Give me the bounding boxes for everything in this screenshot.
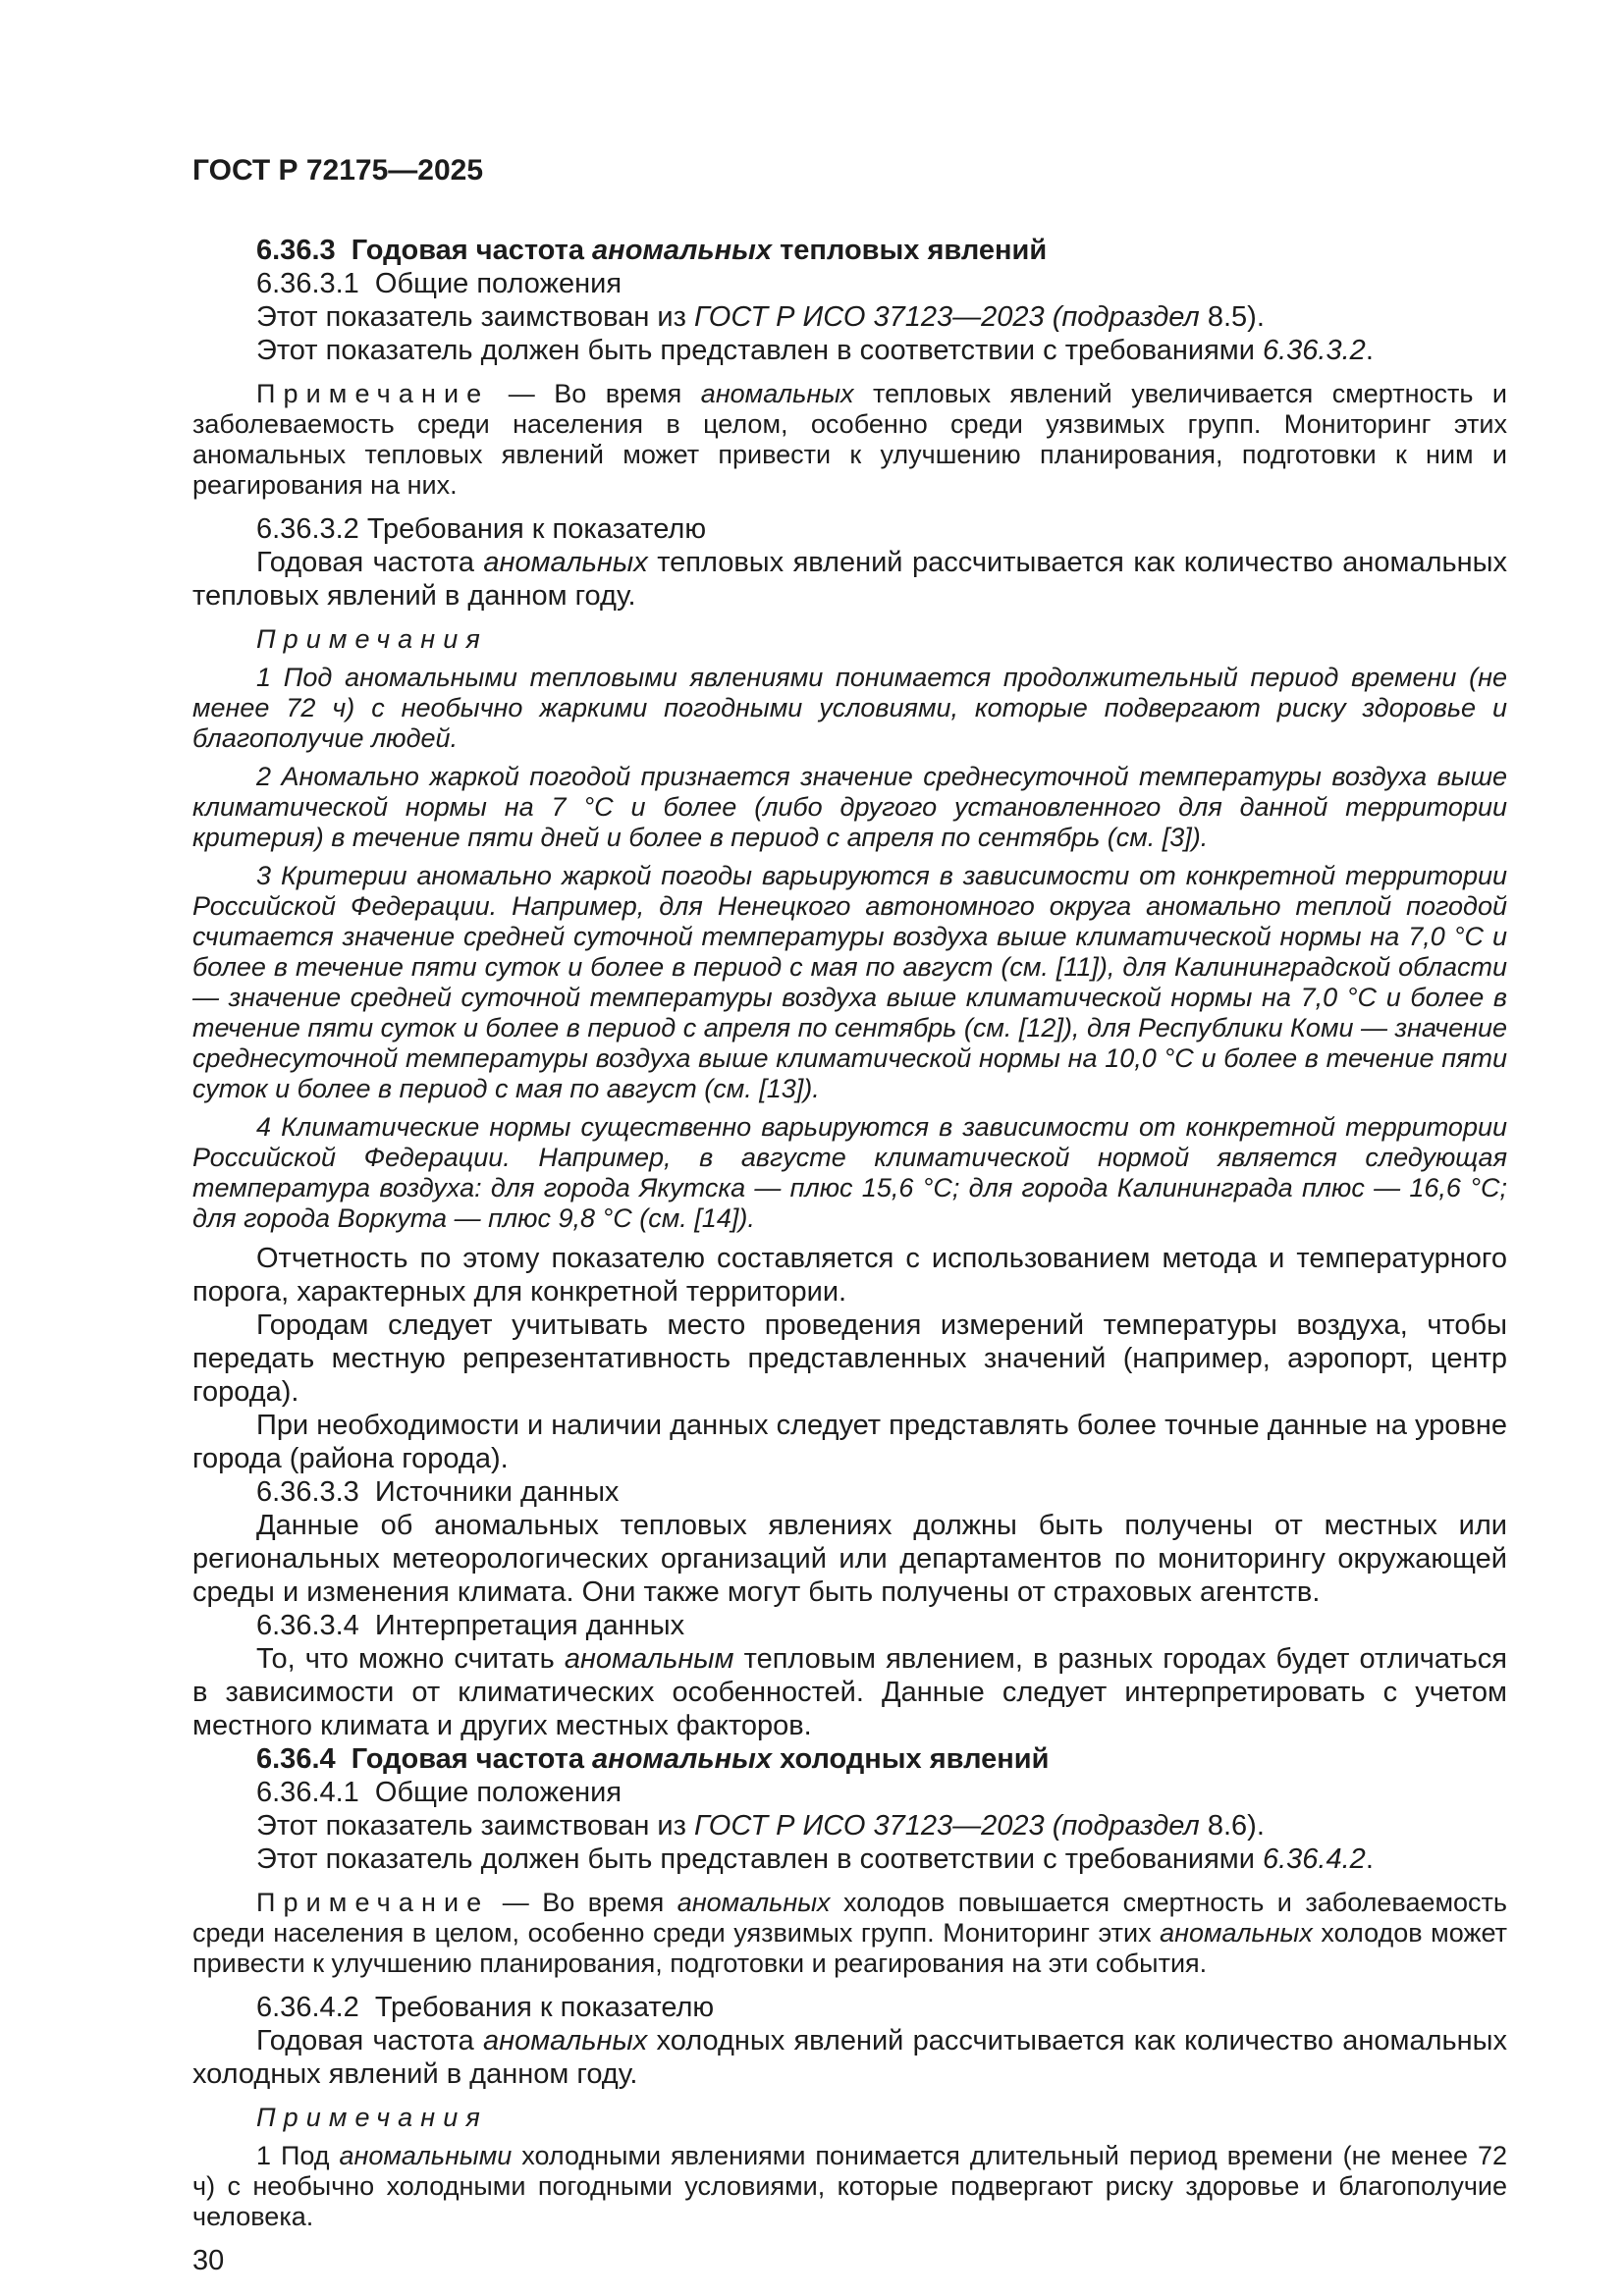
subheading-6-36-3-1: 6.36.3.1 Общие положения <box>256 268 623 299</box>
subheading-6-36-3-2: 6.36.3.2 Требования к показателю <box>256 513 707 545</box>
paragraph-data-interpretation-heat <box>192 1642 1507 1742</box>
paragraph-city-level-data: При необходимости и наличии данных следует представлять более точные данные на уровне города (района города). <box>192 1410 1507 1474</box>
note-cold-events <box>192 1888 1507 1979</box>
paragraph-measurement-location: Городам следует учитывать место проведения измерений температуры воздуха, чтобы передать местную репрезентативность представленных значений (например, аэропорт, центр города). <box>192 1309 1507 1408</box>
subheading-6-36-4-1: 6.36.4.1 Общие положения <box>256 1777 623 1808</box>
paragraph-requirement-ref-6-36-4-2 <box>192 1842 1507 1876</box>
note-item-4-heat: 4 Климатические нормы существенно варьируются в зависимости от конкретной территории Российской Федерации. Например, в августе климатической нормой является следующая температура воздуха: для города Якутска — плюс 15,6 °С; для города Калининграда плюс — 16,6 °С; для города Воркута — плюс 9,8 °С (см. [14]). <box>192 1112 1507 1233</box>
section-heading-6-36-3 <box>192 234 1507 267</box>
note-label: Примечание <box>256 379 490 408</box>
text-run: аномальных <box>1160 1918 1313 1948</box>
paragraph-heat-frequency-definition <box>192 546 1507 613</box>
text-run: 6.36.3.2 <box>1262 335 1366 366</box>
subheading-6-36-4-2: 6.36.4.2 Требования к показателю <box>256 1992 715 2023</box>
note-label: Примечание <box>256 1888 490 1917</box>
text-run: Годовая частота <box>256 2025 483 2056</box>
text-run: 1 Под <box>256 2141 340 2170</box>
text-run: аномальных <box>483 547 648 578</box>
text-run: тепловых явлений увеличивается смертность и заболеваемость среди населения в целом, особенно среди уязвимых групп. Мониторинг этих аномальных тепловых явлений может привести к улучшению планирования, подготовки к ним и реагирования на них. <box>192 379 1507 500</box>
text-run: 6.36.4 Годовая частота <box>256 1743 593 1775</box>
paragraph-requirement-ref-6-36-3-2 <box>192 334 1507 367</box>
notes-label: Примечания <box>256 2103 488 2132</box>
text-run: То, что можно считать <box>256 1643 565 1675</box>
text-run: ГОСТ Р ИСО 37123—2023 (подраздел <box>693 1810 1200 1842</box>
note-item-1-cold <box>192 2141 1507 2232</box>
text-run: 8.6). <box>1199 1810 1265 1842</box>
text-run: Этот показатель должен быть представлен в соответствии с требованиями <box>256 1843 1263 1875</box>
doc-content <box>192 234 1507 2232</box>
text-run: холодных явлений <box>772 1743 1050 1775</box>
text-run: аномальными <box>339 2141 513 2170</box>
paragraph-source-8-5 <box>192 300 1507 334</box>
text-run: тепловых явлений рассчитывается как количество аномальных тепловых явлений в данном году. <box>192 547 1507 612</box>
text-run: аномальных <box>482 2025 648 2056</box>
text-run: — Во время <box>489 1888 677 1917</box>
note-item-1-heat: 1 Под аномальными тепловыми явлениями понимается продолжительный период времени (не менее 72 ч) с необычно жаркими погодными условиями, которые подвергают риску здоровье и благополучие людей. <box>192 663 1507 753</box>
notes-label: Примечания <box>256 624 488 654</box>
paragraph-cold-frequency-definition <box>192 2024 1507 2091</box>
note-item-3-heat: 3 Критерии аномально жаркой погоды варьируются в зависимости от конкретной территории Российской Федерации. Например, для Ненецкого автономного округа аномально теплой погодой считается значение средней суточной температуры воздуха выше климатической нормы на 7,0 °С и более в течение пяти суток и более в период с мая по август (см. [11]), для Калининградской области — значение средней суточной температуры воздуха выше климатической нормы на 7,0 °С и более в течение пяти суток и более в период с апреля по сентябрь (см. [12]), для Республики Коми — значение среднесуточной температуры воздуха выше климатической нормы на 10,0 °С и более в течение пяти суток и более в период с мая по август (см. [13]). <box>192 861 1507 1103</box>
section-heading-6-36-4 <box>192 1742 1507 1776</box>
text-run: 6.36.3 Годовая частота <box>256 235 593 266</box>
text-run: холодов повышается смертность и заболеваемость среди населения в целом, особенно среди уязвимых групп. Мониторинг этих <box>192 1888 1507 1948</box>
text-run: . <box>1365 335 1374 366</box>
text-run: аномальным <box>564 1643 734 1675</box>
text-run: — Во время <box>489 379 701 408</box>
text-run: 6.36.4.2 <box>1262 1843 1366 1875</box>
text-run: тепловым явлением, в разных городах будет отличаться в зависимости от климатических особенностей. Данные следует интерпретировать с учетом местного климата и других местных факторов. <box>192 1643 1507 1741</box>
text-run: Этот показатель заимствован из <box>256 1810 694 1842</box>
doc-code-header: ГОСТ Р 72175—2025 <box>192 154 484 187</box>
text-run: Этот показатель должен быть представлен в соответствии с требованиями <box>256 335 1263 366</box>
text-run: Годовая частота <box>256 547 484 578</box>
text-run: ГОСТ Р ИСО 37123—2023 (подраздел <box>693 301 1200 333</box>
text-run: холодных явлений рассчитывается как количество аномальных холодных явлений в данном году. <box>192 2025 1507 2090</box>
page-number: 30 <box>192 2245 225 2276</box>
paragraph-source-8-6 <box>192 1809 1507 1842</box>
subheading-6-36-3-3: 6.36.3.3 Источники данных <box>256 1476 620 1508</box>
text-run: аномальных <box>700 379 854 408</box>
text-run: холодов может привести к улучшению планирования, подготовки и реагирования на эти события. <box>192 1918 1507 1978</box>
paragraph-data-sources-heat: Данные об аномальных тепловых явлениях должны быть получены от местных или региональных метеорологических организаций или департаментов по мониторингу окружающей среды и изменения климата. Они также могут быть получены от страховых агентств. <box>192 1510 1507 1608</box>
note-item-2-heat: 2 Аномально жаркой погодой признается значение среднесуточной температуры воздуха выше климатической нормы на 7 °С и более (либо другого установленного для данной территории критерия) в течение пяти дней и более в период с апреля по сентябрь (см. [3]). <box>192 762 1507 852</box>
text-run: . <box>1365 1843 1374 1875</box>
text-run: аномальных <box>677 1888 831 1917</box>
text-run: аномальных <box>592 235 773 266</box>
text-run: холодными явлениями понимается длительный период времени (не менее 72 ч) с необычно холодными погодными условиями, которые подвергают риску здоровье и благополучие человека. <box>192 2141 1507 2231</box>
text-run: тепловых явлений <box>772 235 1048 266</box>
note-heat-events <box>192 379 1507 501</box>
text-run: аномальных <box>592 1743 773 1775</box>
paragraph-reporting-method: Отчетность по этому показателю составляется с использованием метода и температурного порога, характерных для конкретной территории. <box>192 1243 1507 1308</box>
text-run: Этот показатель заимствован из <box>256 301 694 333</box>
text-run: 8.5). <box>1199 301 1265 333</box>
subheading-6-36-3-4: 6.36.3.4 Интерпретация данных <box>256 1610 685 1641</box>
